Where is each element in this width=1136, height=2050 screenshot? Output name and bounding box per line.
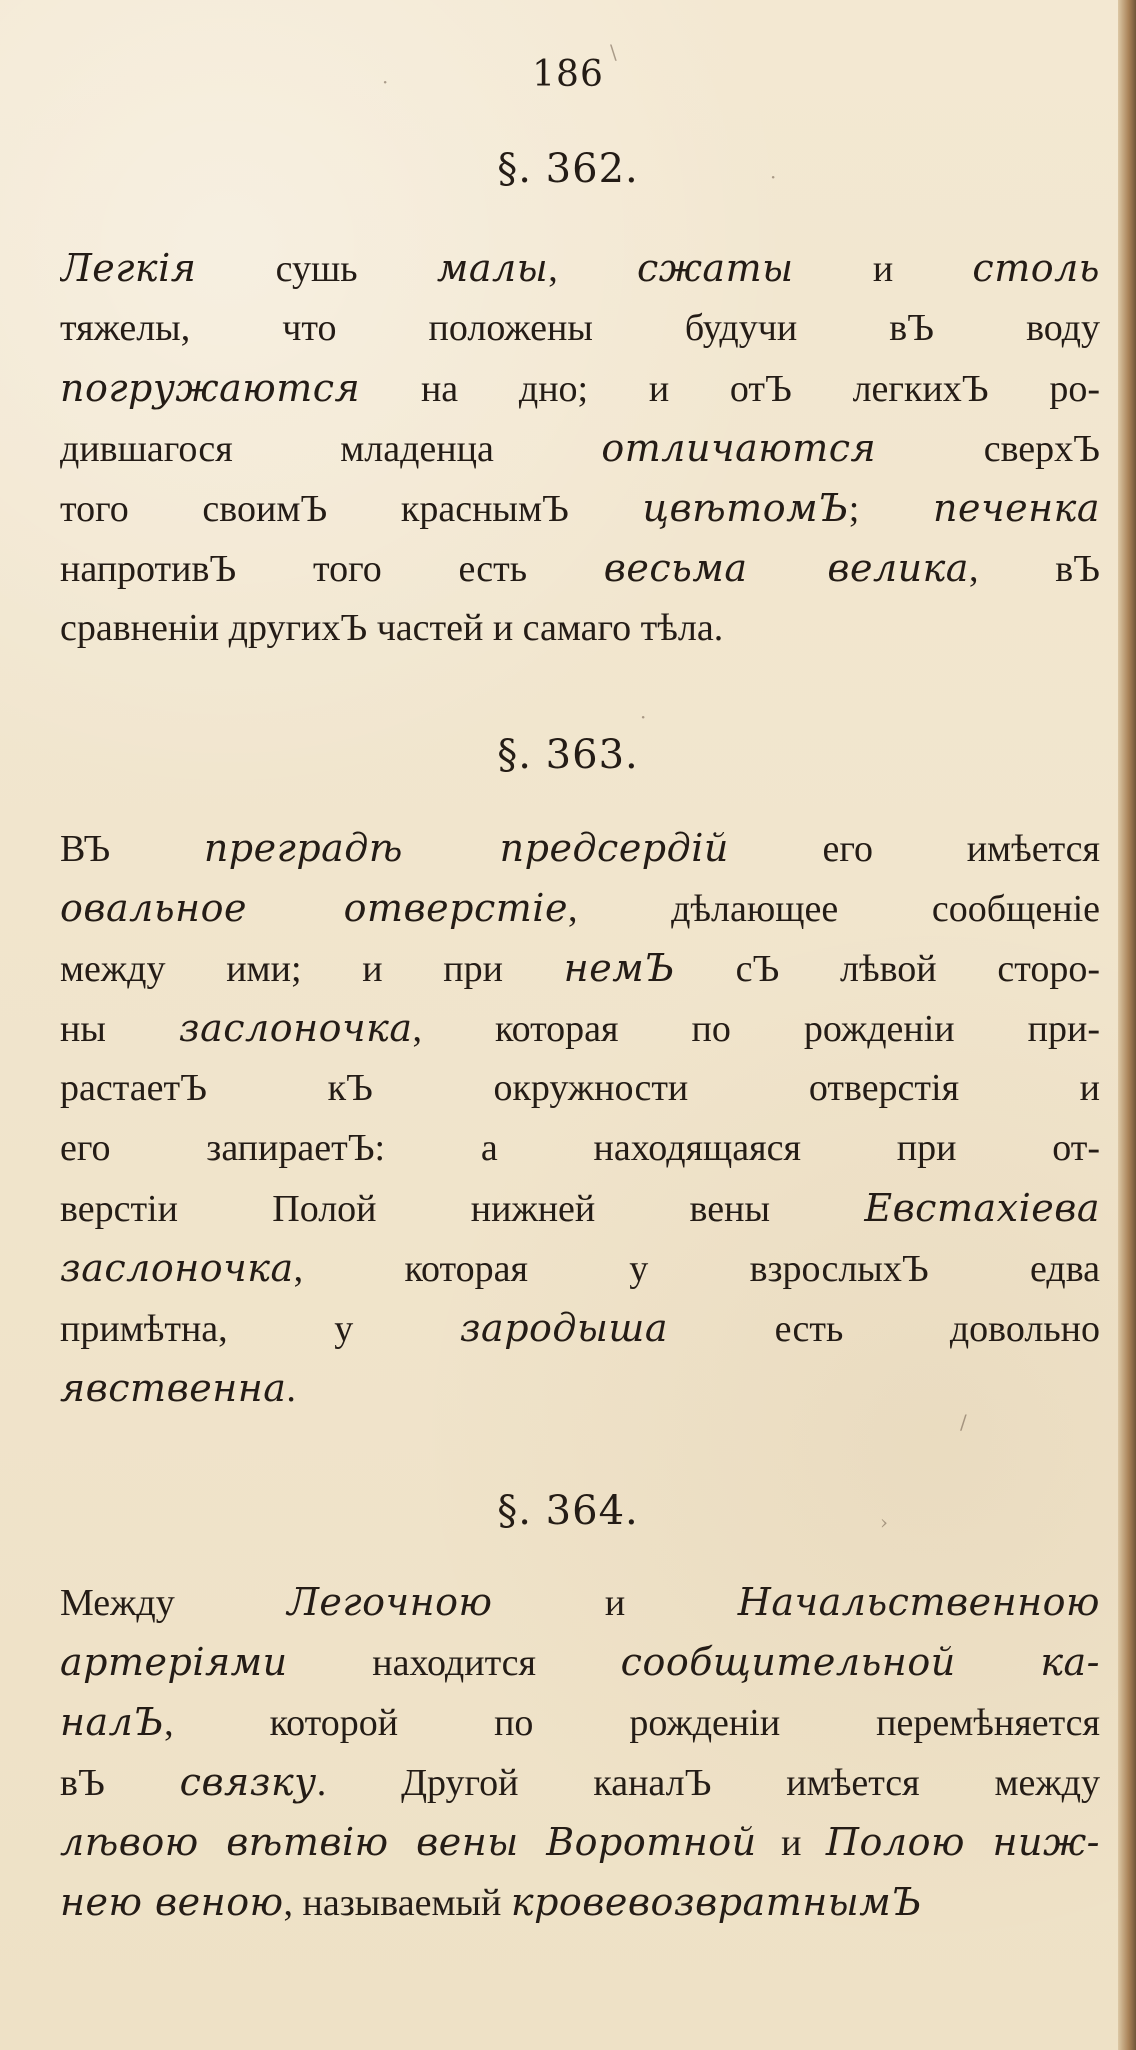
paragraph-line: погружаются на дно; и отЪ легкихЪ ро-	[60, 366, 1100, 410]
paragraph-line: ВЪ преградѣ предсердій его имѣется	[60, 826, 1100, 870]
italic-term: столь	[972, 246, 1100, 290]
page-edge	[1118, 0, 1136, 2050]
section-heading: §. 363.	[497, 732, 639, 778]
paragraph-line: Между Легочною и Начальственною	[60, 1580, 1100, 1624]
italic-term: печенка	[933, 486, 1100, 530]
italic-term: отличаются	[601, 426, 877, 470]
italic-term: налЪ	[60, 1700, 165, 1744]
paragraph-line: явственна.	[60, 1366, 296, 1410]
italic-term: Легкія	[60, 246, 197, 290]
paragraph-line: Легкія сушь малы, сжаты и столь	[60, 246, 1100, 290]
print-speck: ·	[770, 165, 777, 189]
print-speck: ·	[640, 705, 647, 729]
italic-term: овальное отверстіе	[60, 886, 568, 930]
italic-term: зародыша	[459, 1306, 669, 1350]
paragraph-line: дившагося младенца отличаются сверхЪ	[60, 426, 1100, 470]
italic-term: преградѣ предсердій	[203, 826, 729, 870]
italic-term: нею веною	[60, 1880, 284, 1924]
paragraph-line: между ими; и при немЪ сЪ лѣвой сторо-	[60, 946, 1100, 990]
paragraph-line: верстіи Полой нижней вены Евстахіева	[60, 1186, 1100, 1230]
italic-term: Евстахіева	[864, 1186, 1100, 1230]
italic-term: цвѣтомЪ	[642, 486, 849, 530]
paragraph-line: заслоночка, которая у взрослыхЪ едва	[60, 1246, 1100, 1290]
paragraph-line: налЪ, которой по рожденіи перемѣняется	[60, 1700, 1100, 1744]
page-number: 186	[532, 54, 604, 95]
paragraph-line: артеріями находится сообщительной ка-	[60, 1640, 1100, 1684]
paragraph-line: растаетЪ кЪ окружности отверстія и	[60, 1067, 1100, 1109]
print-speck: \	[610, 40, 617, 64]
italic-term: явственна	[60, 1366, 287, 1410]
section-heading: §. 364.	[497, 1488, 639, 1534]
italic-term: малы	[436, 246, 549, 290]
paragraph-line: сравненіи другихЪ частей и самаго тѣла.	[60, 607, 724, 649]
italic-term: заслоночка	[60, 1246, 294, 1290]
paragraph-line: его запираетЪ: а находящаяся при от-	[60, 1127, 1100, 1169]
print-speck: ·	[382, 70, 389, 94]
italic-term: сообщительной	[620, 1640, 956, 1684]
section-heading: §. 362.	[497, 146, 639, 192]
italic-term: заслоночка	[178, 1006, 413, 1050]
italic-term: связку	[179, 1760, 317, 1804]
italic-term: немЪ	[563, 946, 675, 990]
italic-term: сжаты	[636, 246, 794, 290]
paragraph-line: вЪ связку. Другой каналЪ имѣется между	[60, 1760, 1100, 1804]
section-paragraph	[60, 818, 1100, 1418]
paragraph-line: того своимЪ краснымЪ цвѣтомЪ; печенка	[60, 486, 1100, 530]
italic-term: лѣвою вѣтвію вены Воротной	[60, 1820, 757, 1864]
paragraph-line: нею веною, называемый кровевозвратнымЪ	[60, 1880, 922, 1924]
paragraph-line: ны заслоночка, которая по рожденіи при-	[60, 1006, 1100, 1050]
section-paragraph	[60, 1572, 1100, 1932]
paragraph-line: напротивЪ того есть весьма велика, вЪ	[60, 546, 1100, 590]
print-speck: ›	[880, 1510, 888, 1534]
italic-term: Полою ниж-	[825, 1820, 1100, 1864]
print-speck: /	[960, 1410, 967, 1434]
paragraph-line: тяжелы, что положены будучи вЪ воду	[60, 307, 1100, 349]
paragraph-line: овальное отверстіе, дѣлающее сообщеніе	[60, 886, 1100, 930]
italic-term: погружаются	[60, 366, 361, 410]
section-paragraph	[60, 238, 1100, 658]
italic-term: весьма велика	[603, 546, 969, 590]
italic-term: Легочною	[287, 1580, 493, 1624]
paragraph-line: лѣвою вѣтвію вены Воротной и Полою ниж-	[60, 1820, 1100, 1864]
paragraph-line: примѣтна, у зародыша есть довольно	[60, 1306, 1100, 1350]
italic-term: Начальственною	[737, 1580, 1100, 1624]
italic-term: кровевозвратнымЪ	[510, 1880, 922, 1924]
italic-term: ка-	[1040, 1640, 1100, 1684]
italic-term: артеріями	[60, 1640, 288, 1684]
